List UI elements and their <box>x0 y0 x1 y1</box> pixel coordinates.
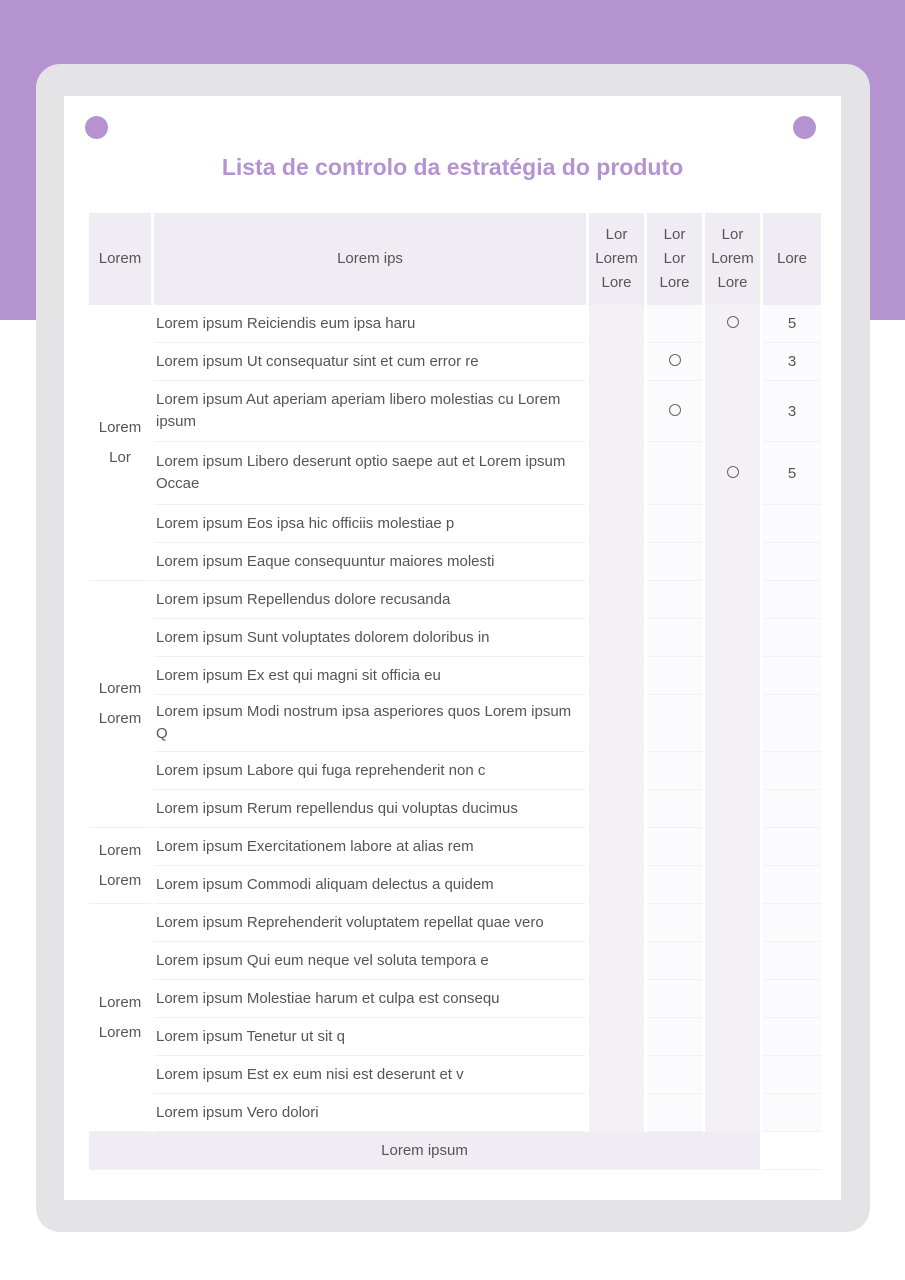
checklist-table <box>86 213 824 1170</box>
check-cell[interactable] <box>647 866 702 904</box>
column-header-5 <box>763 213 821 305</box>
footer-row <box>89 1132 821 1170</box>
item-text: Lorem ipsum Vero dolori <box>154 1094 586 1132</box>
column-header-text: Lor <box>605 226 628 243</box>
table-row <box>89 1018 821 1056</box>
check-cell[interactable] <box>589 505 644 543</box>
table-row <box>89 790 821 828</box>
category-label-text: Lorem <box>98 710 142 727</box>
score-cell: 3 <box>763 381 821 442</box>
check-cell[interactable] <box>705 828 760 866</box>
category-label <box>89 305 151 581</box>
check-cell[interactable] <box>589 866 644 904</box>
category-label-text: Lorem <box>98 841 142 859</box>
check-cell[interactable] <box>589 657 644 695</box>
table-row <box>89 619 821 657</box>
table-row <box>89 657 821 695</box>
item-text: Lorem ipsum Rerum repellendus qui voluptas ducimus <box>154 790 586 828</box>
item-text: Lorem ipsum Exercitationem labore at alias rem <box>154 828 586 866</box>
table-row <box>89 442 821 505</box>
check-cell[interactable] <box>647 581 702 619</box>
check-cell[interactable] <box>705 343 760 381</box>
check-cell[interactable] <box>589 381 644 442</box>
check-cell[interactable] <box>705 1056 760 1094</box>
footer-total-label: Lorem ipsum <box>89 1132 760 1170</box>
check-cell[interactable] <box>705 1094 760 1132</box>
check-cell[interactable] <box>705 505 760 543</box>
column-header-text: Lor <box>721 226 744 243</box>
table-row <box>89 581 821 619</box>
score-cell <box>763 904 821 942</box>
item-text: Lorem ipsum Sunt voluptates dolorem doloribus in <box>154 619 586 657</box>
column-header-text: Lore <box>601 274 632 291</box>
score-cell <box>763 1094 821 1132</box>
check-cell[interactable] <box>647 790 702 828</box>
check-cell[interactable] <box>589 619 644 657</box>
column-header-3 <box>647 213 702 305</box>
check-cell[interactable] <box>647 343 702 381</box>
check-cell[interactable] <box>647 543 702 581</box>
table-row <box>89 942 821 980</box>
item-text: Lorem ipsum Ut consequatur sint et cum error re <box>154 343 586 381</box>
table-row <box>89 752 821 790</box>
item-text: Lorem ipsum Reiciendis eum ipsa haru <box>154 305 586 343</box>
table-row <box>89 866 821 904</box>
item-text: Lorem ipsum Libero deserunt optio saepe aut et Lorem ipsum Occae <box>154 442 586 505</box>
score-cell <box>763 543 821 581</box>
column-header-4 <box>705 213 760 305</box>
check-cell[interactable] <box>589 904 644 942</box>
check-cell[interactable] <box>705 866 760 904</box>
score-cell <box>763 752 821 790</box>
check-cell[interactable] <box>589 343 644 381</box>
check-cell[interactable] <box>647 1056 702 1094</box>
column-header-text: Lor <box>663 250 686 267</box>
score-cell: 3 <box>763 343 821 381</box>
check-cell[interactable] <box>589 1094 644 1132</box>
item-text: Lorem ipsum Qui eum neque vel soluta tempora e <box>154 942 586 980</box>
score-cell <box>763 942 821 980</box>
table-row <box>89 343 821 381</box>
column-header-text: Lorem ips <box>337 250 403 267</box>
check-cell[interactable] <box>647 904 702 942</box>
table-row <box>89 381 821 442</box>
table-row <box>89 828 821 866</box>
column-header-text: Lorem <box>98 250 142 267</box>
table-row <box>89 1056 821 1094</box>
check-cell[interactable] <box>647 695 702 752</box>
column-header-text: Lore <box>717 274 748 291</box>
category-label-text: Lorem <box>98 871 142 889</box>
item-text: Lorem ipsum Commodi aliquam delectus a quidem <box>154 866 586 904</box>
category-label <box>89 828 151 904</box>
table-body <box>89 305 821 1170</box>
score-cell <box>763 695 821 752</box>
check-cell[interactable] <box>705 381 760 442</box>
circle-mark-icon <box>727 316 739 328</box>
check-cell[interactable] <box>647 619 702 657</box>
score-cell <box>763 505 821 543</box>
column-header-text: Lorem <box>595 250 638 267</box>
left-punch-dot <box>85 116 108 139</box>
item-text: Lorem ipsum Eaque consequuntur maiores molesti <box>154 543 586 581</box>
category-label-text: Lorem <box>98 680 142 697</box>
check-cell[interactable] <box>589 790 644 828</box>
table-row <box>89 1094 821 1132</box>
check-cell[interactable] <box>647 980 702 1018</box>
column-header-text: Lore <box>659 274 690 291</box>
item-text: Lorem ipsum Labore qui fuga reprehenderit non c <box>154 752 586 790</box>
score-cell <box>763 1018 821 1056</box>
item-text: Lorem ipsum Ex est qui magni sit officia eu <box>154 657 586 695</box>
table-row <box>89 980 821 1018</box>
check-cell[interactable] <box>589 1018 644 1056</box>
score-cell <box>763 790 821 828</box>
circle-mark-icon <box>669 354 681 366</box>
score-cell <box>763 980 821 1018</box>
check-cell[interactable] <box>647 657 702 695</box>
category-label <box>89 581 151 828</box>
circle-mark-icon <box>727 466 739 478</box>
check-cell[interactable] <box>705 1018 760 1056</box>
column-header-0 <box>89 213 151 305</box>
check-cell[interactable] <box>705 904 760 942</box>
column-header-2 <box>589 213 644 305</box>
item-text: Lorem ipsum Tenetur ut sit q <box>154 1018 586 1056</box>
check-cell[interactable] <box>589 942 644 980</box>
table-row <box>89 695 821 752</box>
check-cell[interactable] <box>589 1056 644 1094</box>
circle-mark-icon <box>669 404 681 416</box>
item-text: Lorem ipsum Eos ipsa hic officiis molestiae p <box>154 505 586 543</box>
check-cell[interactable] <box>705 790 760 828</box>
column-header-1 <box>154 213 586 305</box>
check-cell[interactable] <box>705 695 760 752</box>
check-cell[interactable] <box>705 619 760 657</box>
check-cell[interactable] <box>647 828 702 866</box>
column-header-text: Lor <box>663 226 686 243</box>
check-cell[interactable] <box>647 942 702 980</box>
check-cell[interactable] <box>589 828 644 866</box>
table-row <box>89 904 821 942</box>
category-label-text: Lorem <box>98 993 142 1011</box>
score-cell <box>763 866 821 904</box>
score-cell <box>763 1056 821 1094</box>
check-cell[interactable] <box>705 752 760 790</box>
category-label <box>89 904 151 1132</box>
footer-blank-cell <box>763 1132 821 1170</box>
column-header-text: Lorem <box>711 250 754 267</box>
score-cell <box>763 828 821 866</box>
column-header-text: Lore <box>776 250 808 267</box>
score-cell: 5 <box>763 442 821 505</box>
header-row <box>89 213 821 305</box>
check-cell[interactable] <box>589 980 644 1018</box>
check-cell[interactable] <box>589 695 644 752</box>
check-cell[interactable] <box>705 581 760 619</box>
category-label-text: Lorem <box>98 418 142 436</box>
table-row <box>89 505 821 543</box>
check-cell[interactable] <box>589 752 644 790</box>
check-cell[interactable] <box>647 1018 702 1056</box>
check-cell[interactable] <box>647 381 702 442</box>
score-cell <box>763 619 821 657</box>
item-text: Lorem ipsum Reprehenderit voluptatem repellat quae vero <box>154 904 586 942</box>
check-cell[interactable] <box>705 543 760 581</box>
item-text: Lorem ipsum Est ex eum nisi est deserunt et v <box>154 1056 586 1094</box>
item-text: Lorem ipsum Molestiae harum et culpa est consequ <box>154 980 586 1018</box>
check-cell[interactable] <box>647 505 702 543</box>
check-cell[interactable] <box>589 543 644 581</box>
check-cell[interactable] <box>647 305 702 343</box>
right-punch-dot <box>793 116 816 139</box>
check-cell[interactable] <box>705 442 760 505</box>
item-text: Lorem ipsum Repellendus dolore recusanda <box>154 581 586 619</box>
check-cell[interactable] <box>705 942 760 980</box>
check-cell[interactable] <box>705 305 760 343</box>
check-cell[interactable] <box>705 657 760 695</box>
score-cell: 5 <box>763 305 821 343</box>
score-cell <box>763 581 821 619</box>
table-row <box>89 543 821 581</box>
item-text: Lorem ipsum Aut aperiam aperiam libero molestias cu Lorem ipsum <box>154 381 586 442</box>
table-row <box>89 305 821 343</box>
check-cell[interactable] <box>647 1094 702 1132</box>
score-cell <box>763 657 821 695</box>
category-label-text: Lor <box>109 448 131 466</box>
page-title: Lista de controlo da estratégia do produto <box>221 154 684 180</box>
category-label-text: Lorem <box>98 1023 142 1041</box>
check-cell[interactable] <box>589 442 644 505</box>
check-cell[interactable] <box>647 442 702 505</box>
check-cell[interactable] <box>589 581 644 619</box>
check-cell[interactable] <box>589 305 644 343</box>
check-cell[interactable] <box>647 752 702 790</box>
item-text: Lorem ipsum Modi nostrum ipsa asperiores quos Lorem ipsum Q <box>154 695 586 752</box>
check-cell[interactable] <box>705 980 760 1018</box>
